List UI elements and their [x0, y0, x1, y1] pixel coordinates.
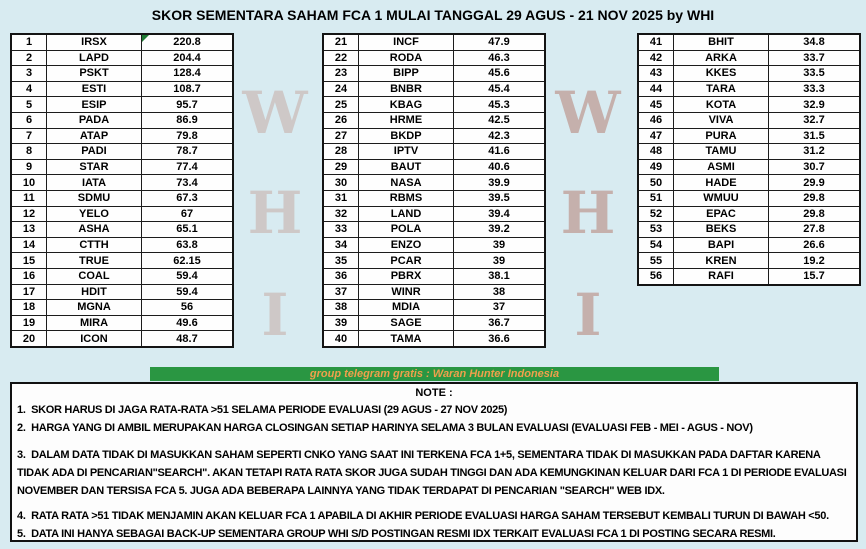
- score-cell: 34.8: [769, 34, 861, 50]
- ticker-cell: WINR: [359, 284, 454, 300]
- rank-cell: 41: [638, 34, 674, 50]
- ticker-cell: ESTI: [47, 81, 142, 97]
- watermark-letter-w: W: [242, 79, 308, 147]
- ticker-cell: ENZO: [359, 237, 454, 253]
- ticker-cell: BKDP: [359, 128, 454, 144]
- ticker-cell: TAMU: [674, 144, 769, 160]
- rank-cell: 13: [11, 222, 47, 238]
- score-cell: 79.8: [142, 128, 234, 144]
- score-cell: 36.6: [454, 331, 546, 347]
- score-cell: 42.5: [454, 112, 546, 128]
- rank-cell: 37: [323, 284, 359, 300]
- rank-cell: 15: [11, 253, 47, 269]
- score-cell: 73.4: [142, 175, 234, 191]
- score-cell: 67: [142, 206, 234, 222]
- table-row: [638, 112, 860, 128]
- score-cell: 32.7: [769, 112, 861, 128]
- rank-cell: 33: [323, 222, 359, 238]
- ticker-cell: RODA: [359, 50, 454, 66]
- rank-cell: 12: [11, 206, 47, 222]
- table-row: [638, 268, 860, 284]
- score-cell: 128.4: [142, 66, 234, 82]
- ticker-cell: PADI: [47, 144, 142, 160]
- note-item-2: 2. HARGA YANG DI AMBIL MERUPAKAN HARGA CLOSINGAN SETIAP HARINYA SELAMA 3 BULAN EVALUASI (EVALUASI FEB - MEI - AGUS - NOV): [17, 422, 753, 434]
- table-row: [323, 159, 545, 175]
- table-row: [11, 66, 233, 82]
- score-cell: 45.6: [454, 66, 546, 82]
- rank-cell: 4: [11, 81, 47, 97]
- ticker-cell: HADE: [674, 175, 769, 191]
- watermark-letter-i: I: [261, 281, 289, 349]
- ticker-cell: PCAR: [359, 253, 454, 269]
- score-cell: 33.7: [769, 50, 861, 66]
- ticker-cell: BNBR: [359, 81, 454, 97]
- ticker-cell: ARKA: [674, 50, 769, 66]
- rank-cell: 50: [638, 175, 674, 191]
- score-cell: 45.4: [454, 81, 546, 97]
- table-row: [323, 81, 545, 97]
- score-cell: 204.4: [142, 50, 234, 66]
- rank-cell: 49: [638, 159, 674, 175]
- rank-cell: 22: [323, 50, 359, 66]
- table-row: [638, 190, 860, 206]
- ticker-cell: ASHA: [47, 222, 142, 238]
- ticker-cell: RBMS: [359, 190, 454, 206]
- table-row: [638, 97, 860, 113]
- rank-cell: 11: [11, 190, 47, 206]
- score-cell: 78.7: [142, 144, 234, 160]
- table-row: [323, 66, 545, 82]
- table-row: [11, 331, 233, 347]
- score-cell: 77.4: [142, 159, 234, 175]
- score-cell: 32.9: [769, 97, 861, 113]
- ticker-cell: COAL: [47, 268, 142, 284]
- ticker-cell: ICON: [47, 331, 142, 347]
- ticker-cell: LAPD: [47, 50, 142, 66]
- ticker-cell: PADA: [47, 112, 142, 128]
- rank-cell: 31: [323, 190, 359, 206]
- score-cell: 19.2: [769, 253, 861, 269]
- rank-cell: 48: [638, 144, 674, 160]
- ticker-cell: BAPI: [674, 237, 769, 253]
- score-cell: 47.9: [454, 34, 546, 50]
- rank-cell: 42: [638, 50, 674, 66]
- score-cell: 29.9: [769, 175, 861, 191]
- score-cell: 63.8: [142, 237, 234, 253]
- ticker-cell: MDIA: [359, 300, 454, 316]
- ticker-cell: SDMU: [47, 190, 142, 206]
- ticker-cell: BHIT: [674, 34, 769, 50]
- rank-cell: 40: [323, 331, 359, 347]
- rank-cell: 26: [323, 112, 359, 128]
- table-row: [638, 175, 860, 191]
- table-row: [323, 50, 545, 66]
- table-row: [11, 50, 233, 66]
- note-box: [10, 382, 858, 542]
- ticker-cell: YELO: [47, 206, 142, 222]
- rank-cell: 54: [638, 237, 674, 253]
- ticker-cell: HRME: [359, 112, 454, 128]
- note-item-3: 3. DALAM DATA TIDAK DI MASUKKAN SAHAM SEPERTI CNKO YANG SAAT INI TERKENA FCA 1+5, SEMENTARA TIDAK DI MASUKKAN PADA DAFTAR KARENA TIDAK ADA DI PENCARIAN"SEARCH". AKAN TETAPI RATA RATA SKOR JUGA SUDAH TINGGI DAN ADA KEMUNGKINAN KELUAR DARI FCA 1 DI PERIODE EVALUASI NOVEMBER DAN TERSISA FCA 5. JUGA ADA BEBERAPA LAINNYA YANG TIDAK TERDAPAT DI PENCARIAN "SEARCH" WEB IDX.: [17, 449, 850, 497]
- table-row: [11, 222, 233, 238]
- score-cell: 39: [454, 237, 546, 253]
- score-cell: 48.7: [142, 331, 234, 347]
- rank-cell: 56: [638, 268, 674, 284]
- ticker-cell: IPTV: [359, 144, 454, 160]
- ticker-cell: EPAC: [674, 206, 769, 222]
- rank-cell: 32: [323, 206, 359, 222]
- ticker-cell: ASMI: [674, 159, 769, 175]
- table-row: [638, 34, 860, 50]
- rank-cell: 36: [323, 268, 359, 284]
- score-table-ranks-41-56: [637, 33, 861, 286]
- ticker-cell: PURA: [674, 128, 769, 144]
- ticker-cell: KOTA: [674, 97, 769, 113]
- score-cell: 45.3: [454, 97, 546, 113]
- watermark-letter-h: H: [247, 179, 303, 247]
- telegram-group-banner: group telegram gratis : Waran Hunter Indonesia: [150, 367, 719, 381]
- table-row: [11, 159, 233, 175]
- table-row: [323, 253, 545, 269]
- ticker-cell: VIVA: [674, 112, 769, 128]
- rank-cell: 52: [638, 206, 674, 222]
- rank-cell: 47: [638, 128, 674, 144]
- table-row: [638, 128, 860, 144]
- table-row: [638, 237, 860, 253]
- ticker-cell: ESIP: [47, 97, 142, 113]
- rank-cell: 20: [11, 331, 47, 347]
- rank-cell: 10: [11, 175, 47, 191]
- rank-cell: 55: [638, 253, 674, 269]
- table-row: [323, 300, 545, 316]
- rank-cell: 27: [323, 128, 359, 144]
- ticker-cell: BEKS: [674, 222, 769, 238]
- ticker-cell: MIRA: [47, 315, 142, 331]
- score-cell: 108.7: [142, 81, 234, 97]
- score-cell: 33.3: [769, 81, 861, 97]
- ticker-cell: RAFI: [674, 268, 769, 284]
- table-row: [11, 128, 233, 144]
- score-cell: 30.7: [769, 159, 861, 175]
- cell-comment-marker-icon: [142, 35, 149, 42]
- score-cell: 39.4: [454, 206, 546, 222]
- ticker-cell: STAR: [47, 159, 142, 175]
- score-cell: 59.4: [142, 268, 234, 284]
- score-cell: 56: [142, 300, 234, 316]
- note-item-1: 1. SKOR HARUS DI JAGA RATA-RATA >51 SELAMA PERIODE EVALUASI (29 AGUS - 27 NOV 2025): [17, 404, 508, 416]
- table-row: [11, 190, 233, 206]
- score-cell: 67.3: [142, 190, 234, 206]
- rank-cell: 16: [11, 268, 47, 284]
- score-cell: 15.7: [769, 268, 861, 284]
- score-cell: 29.8: [769, 206, 861, 222]
- rank-cell: 19: [11, 315, 47, 331]
- ticker-cell: PSKT: [47, 66, 142, 82]
- table-row: [323, 331, 545, 347]
- table-row: [11, 81, 233, 97]
- score-cell: 38.1: [454, 268, 546, 284]
- table-row: [323, 34, 545, 50]
- table-row: [638, 159, 860, 175]
- watermark-letter-i: I: [574, 281, 602, 349]
- score-cell: 38: [454, 284, 546, 300]
- ticker-cell: IATA: [47, 175, 142, 191]
- score-cell: 31.2: [769, 144, 861, 160]
- table-row: [11, 144, 233, 160]
- ticker-cell: KREN: [674, 253, 769, 269]
- table-row: [323, 144, 545, 160]
- table-row: [11, 237, 233, 253]
- score-cell: 62.15: [142, 253, 234, 269]
- score-cell: 220.8: [142, 34, 234, 50]
- rank-cell: 17: [11, 284, 47, 300]
- rank-cell: 35: [323, 253, 359, 269]
- score-cell: 26.6: [769, 237, 861, 253]
- ticker-cell: TARA: [674, 81, 769, 97]
- ticker-cell: TAMA: [359, 331, 454, 347]
- rank-cell: 1: [11, 34, 47, 50]
- rank-cell: 5: [11, 97, 47, 113]
- note-heading: NOTE :: [415, 387, 453, 399]
- rank-cell: 51: [638, 190, 674, 206]
- rank-cell: 28: [323, 144, 359, 160]
- rank-cell: 2: [11, 50, 47, 66]
- rank-cell: 8: [11, 144, 47, 160]
- score-cell: 49.6: [142, 315, 234, 331]
- table-row: [11, 97, 233, 113]
- ticker-cell: PBRX: [359, 268, 454, 284]
- rank-cell: 38: [323, 300, 359, 316]
- rank-cell: 14: [11, 237, 47, 253]
- score-cell: 33.5: [769, 66, 861, 82]
- score-cell: 59.4: [142, 284, 234, 300]
- table-row: [11, 300, 233, 316]
- ticker-cell: HDIT: [47, 284, 142, 300]
- ticker-cell: MGNA: [47, 300, 142, 316]
- ticker-cell: KBAG: [359, 97, 454, 113]
- ticker-cell: POLA: [359, 222, 454, 238]
- score-cell: 40.6: [454, 159, 546, 175]
- table-row: [638, 66, 860, 82]
- whi-watermark-right: [528, 79, 648, 364]
- note-item-5: 5. DATA INI HANYA SEBAGAI BACK-UP SEMENTARA GROUP WHI S/D POSTINGAN RESMI IDX TERKAIT EVALUASI FCA 1 DI POSTING SECARA RESMI.: [17, 528, 776, 540]
- table-row: [11, 34, 233, 50]
- score-cell: 39: [454, 253, 546, 269]
- score-cell: 65.1: [142, 222, 234, 238]
- table-row: [11, 206, 233, 222]
- table-row: [638, 222, 860, 238]
- table-row: [11, 175, 233, 191]
- score-cell: 39.5: [454, 190, 546, 206]
- table-row: [323, 112, 545, 128]
- score-cell: 42.3: [454, 128, 546, 144]
- ticker-cell: ATAP: [47, 128, 142, 144]
- ticker-cell: KKES: [674, 66, 769, 82]
- table-row: [11, 112, 233, 128]
- table-row: [11, 268, 233, 284]
- ticker-cell: TRUE: [47, 253, 142, 269]
- score-cell: 46.3: [454, 50, 546, 66]
- table-row: [323, 284, 545, 300]
- ticker-cell: SAGE: [359, 315, 454, 331]
- table-row: [323, 175, 545, 191]
- table-row: [323, 206, 545, 222]
- rank-cell: 21: [323, 34, 359, 50]
- table-row: [323, 128, 545, 144]
- rank-cell: 18: [11, 300, 47, 316]
- rank-cell: 43: [638, 66, 674, 82]
- table-row: [323, 222, 545, 238]
- ticker-cell: LAND: [359, 206, 454, 222]
- score-cell: 36.7: [454, 315, 546, 331]
- ticker-cell: BAUT: [359, 159, 454, 175]
- rank-cell: 9: [11, 159, 47, 175]
- rank-cell: 23: [323, 66, 359, 82]
- page-title: SKOR SEMENTARA SAHAM FCA 1 MULAI TANGGAL 29 AGUS - 21 NOV 2025 by WHI: [151, 7, 715, 23]
- table-row: [323, 97, 545, 113]
- ticker-cell: BIPP: [359, 66, 454, 82]
- rank-cell: 30: [323, 175, 359, 191]
- note-item-4: 4. RATA RATA >51 TIDAK MENJAMIN AKAN KELUAR FCA 1 APABILA DI AKHIR PERIODE EVALUASI HARGA SAHAM TERSEBUT KEMBALI TURUN DI BAWAH <50.: [17, 510, 829, 522]
- table-row: [638, 81, 860, 97]
- score-cell: 86.9: [142, 112, 234, 128]
- rank-cell: 46: [638, 112, 674, 128]
- watermark-letter-w: W: [555, 79, 621, 147]
- table-row: [323, 237, 545, 253]
- rank-cell: 29: [323, 159, 359, 175]
- rank-cell: 6: [11, 112, 47, 128]
- table-row: [638, 253, 860, 269]
- score-cell: 41.6: [454, 144, 546, 160]
- table-row: [323, 315, 545, 331]
- rank-cell: 44: [638, 81, 674, 97]
- table-row: [638, 206, 860, 222]
- table-row: [323, 190, 545, 206]
- table-row: [323, 268, 545, 284]
- rank-cell: 45: [638, 97, 674, 113]
- score-cell: 31.5: [769, 128, 861, 144]
- score-cell: 29.8: [769, 190, 861, 206]
- table-row: [11, 253, 233, 269]
- rank-cell: 39: [323, 315, 359, 331]
- table-row: [11, 315, 233, 331]
- ticker-cell: IRSX: [47, 34, 142, 50]
- rank-cell: 34: [323, 237, 359, 253]
- score-cell: 27.8: [769, 222, 861, 238]
- table-row: [11, 284, 233, 300]
- score-cell: 95.7: [142, 97, 234, 113]
- score-cell: 37: [454, 300, 546, 316]
- rank-cell: 3: [11, 66, 47, 82]
- rank-cell: 53: [638, 222, 674, 238]
- watermark-letter-h: H: [560, 179, 616, 247]
- table-row: [638, 50, 860, 66]
- score-table-ranks-21-40: [322, 33, 546, 348]
- rank-cell: 7: [11, 128, 47, 144]
- ticker-cell: NASA: [359, 175, 454, 191]
- ticker-cell: INCF: [359, 34, 454, 50]
- ticker-cell: WMUU: [674, 190, 769, 206]
- score-cell: 39.9: [454, 175, 546, 191]
- score-table-ranks-1-20: [10, 33, 234, 348]
- rank-cell: 24: [323, 81, 359, 97]
- rank-cell: 25: [323, 97, 359, 113]
- table-row: [638, 144, 860, 160]
- ticker-cell: CTTH: [47, 237, 142, 253]
- score-cell: 39.2: [454, 222, 546, 238]
